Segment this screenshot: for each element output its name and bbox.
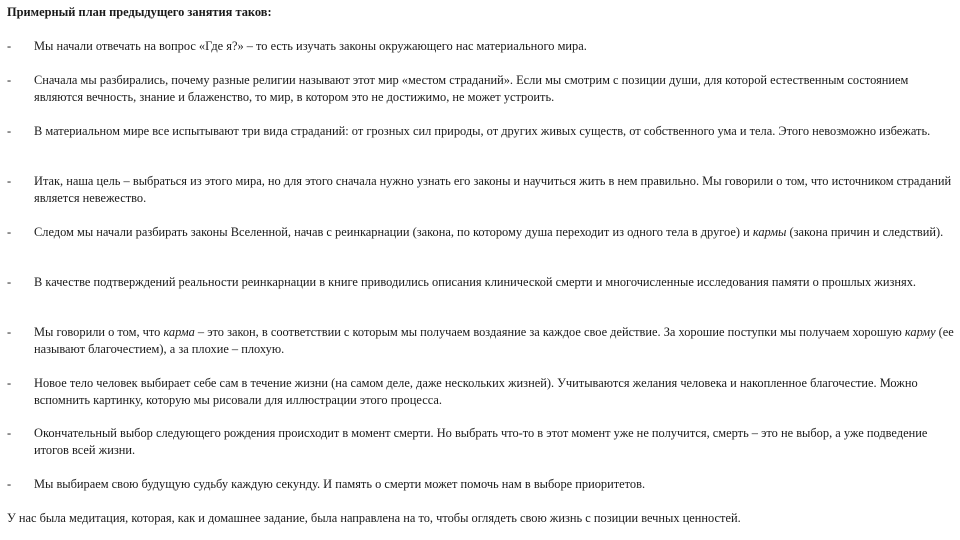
list-item xyxy=(7,324,955,358)
emphasis-karma: карму xyxy=(904,325,936,339)
text-run: Следом мы начали разбирать законы Вселенной, начав с реинкарнации (закона, по которому душа переходит из одного тела в другое) и xyxy=(34,225,753,239)
list-item-text: В материальном мире все испытывают три вида страданий: от грозных сил природы, от других живых существ, от собственного ума и тела. Этого невозможно избежать. xyxy=(34,124,931,138)
list-item xyxy=(7,38,955,55)
list-item xyxy=(7,224,955,241)
text-run: Мы говорили о том, что xyxy=(34,325,164,339)
bullet-dash: - xyxy=(7,275,12,289)
bullet-dash: - xyxy=(7,174,12,188)
bullet-dash: - xyxy=(7,376,12,390)
emphasis-karma: карма xyxy=(163,325,195,339)
document-heading: Примерный план предыдущего занятия таков: xyxy=(7,5,272,19)
bullet-dash: - xyxy=(7,124,12,138)
list-item xyxy=(7,375,955,409)
list-item-text: Итак, наша цель – выбраться из этого мира, но для этого сначала нужно узнать его законы и научиться жить в нем правильно. Мы говорили о том, что источником страданий является невежество. xyxy=(34,174,952,205)
list-item-text: Мы начали отвечать на вопрос «Где я?» – то есть изучать законы окружающего нас материального мира. xyxy=(34,39,587,53)
list-item-text: Мы выбираем свою будущую судьбу каждую секунду. И память о смерти может помочь нам в выборе приоритетов. xyxy=(34,477,646,491)
bullet-dash: - xyxy=(7,325,12,339)
list-item-text: В качестве подтверждений реальности реинкарнации в книге приводились описания клинической смерти и многочисленные исследования памяти о прошлых жизнях. xyxy=(34,275,916,289)
closing-paragraph: У нас была медитация, которая, как и домашнее задание, была направлена на то, чтобы оглядеть свою жизнь с позиции вечных ценностей. xyxy=(7,511,741,525)
list-item xyxy=(7,425,955,459)
list-item xyxy=(7,476,955,493)
list-item xyxy=(7,173,955,207)
list-item-text: Новое тело человек выбирает себе сам в течение жизни (на самом деле, даже нескольких жизней). Учитываются желания человека и накопленное благочестие. Можно вспомнить картинку, которую мы рисовали для иллюстрации этого процесса. xyxy=(34,376,918,407)
list-item xyxy=(7,123,955,140)
bullet-dash: - xyxy=(7,426,12,440)
bullet-dash: - xyxy=(7,477,12,491)
bullet-dash: - xyxy=(7,73,12,87)
emphasis-karma: кармы xyxy=(752,225,787,239)
list-item-text xyxy=(34,224,955,241)
text-run: (ее называют благочестием), а за плохие – плохую. xyxy=(34,325,954,356)
list-item xyxy=(7,274,955,291)
list-item xyxy=(7,72,955,106)
text-run: (закона причин и следствий). xyxy=(786,225,944,239)
list-item-text: Сначала мы разбирались, почему разные религии называют этот мир «местом страданий». Если мы смотрим с позиции души, для которой естественным состоянием являются вечность, знание и блаженство, то мир, в котором это не достижимо, не может устроить. xyxy=(34,73,909,104)
bullet-dash: - xyxy=(7,39,12,53)
bullet-dash: - xyxy=(7,225,12,239)
list-item-text xyxy=(34,324,955,358)
list-item-text: Окончательный выбор следующего рождения происходит в момент смерти. Но выбрать что-то в этот момент уже не получится, смерть – это не выбор, а уже подведение итогов всей жизни. xyxy=(34,426,928,457)
text-run: – это закон, в соответствии с которым мы получаем воздаяние за каждое свое действие. За хорошие поступки мы получаем хорошую xyxy=(194,325,905,339)
